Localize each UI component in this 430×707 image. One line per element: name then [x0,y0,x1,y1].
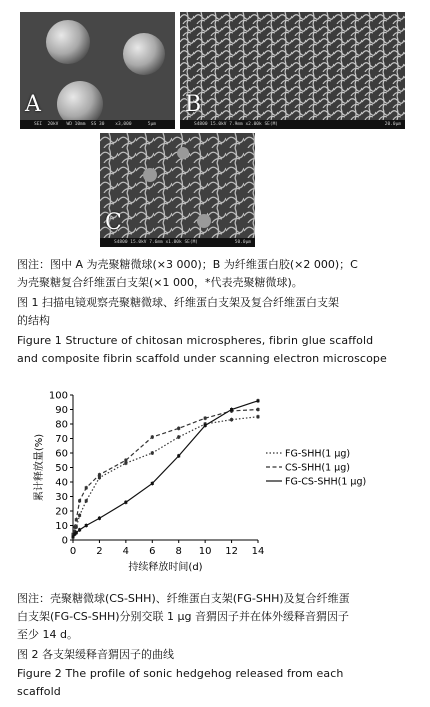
figure1-title-en [17,332,417,368]
legend-label: FG-CS-SHH(1 μg) [285,476,367,488]
data-point [98,517,101,520]
data-point [78,528,81,531]
title-line: and composite fibrin scaffold under scanning electron microscope [17,352,387,365]
sem-image-c [100,133,255,247]
x-tick-label: 4 [122,546,130,557]
data-point [177,427,180,430]
title-line: scaffold [17,685,61,698]
data-point [72,536,75,539]
x-tick-label: 0 [69,546,77,557]
y-tick-label: 90 [55,405,68,416]
y-tick-label: 70 [55,434,68,445]
legend-label: FG-SHH(1 μg) [285,448,351,460]
sem-metadata: SEI 20kV WD 10mm SS 30 x3,000 5µm [34,122,156,127]
y-tick-label: 100 [48,390,68,402]
figure1-title-cn [17,294,417,330]
data-point [230,418,233,421]
data-point [85,524,88,527]
note-line: 图注：壳聚糖微球(CS-SHH)、纤维蛋白支架(FG-SHH)及复合纤维蛋 [17,592,350,605]
figure2-title-cn [17,646,417,664]
data-point [204,424,207,427]
chart-legend [266,449,366,488]
y-tick-label: 0 [61,535,68,547]
y-tick-label: 30 [55,492,68,503]
title-line: Figure 1 Structure of chitosan microspheres, fibrin glue scaffold [17,334,374,347]
data-point [230,408,233,411]
sem-metadata: S4800 15.0kV 7.6mm x1.00k SE(M) [114,240,198,245]
sem-metadata-bar [20,120,175,129]
data-point [124,459,127,462]
sem-metadata: S4800 15.0kV 7.9mm x2.00k SE(M) [194,122,278,127]
data-point [151,452,154,455]
y-tick-label: 10 [55,521,68,532]
data-point [75,531,78,534]
sem-panel-b [180,12,405,129]
sem-image-a [20,12,175,129]
x-tick-label: 2 [96,546,103,557]
chart-series [72,399,260,539]
data-point [85,499,88,502]
sem-image-b [180,12,405,129]
y-tick-label: 20 [55,506,68,518]
data-point [257,415,260,418]
sem-panel-c [100,133,255,247]
y-tick-label: 60 [55,448,68,460]
series-line [73,410,258,535]
title-line: 图 2 各支架缓释音猬因子的曲线 [17,648,174,661]
chart-axes [49,391,264,558]
title-line: Figure 2 The profile of sonic hedgehog released from each [17,667,344,680]
x-tick-label: 8 [175,546,182,557]
microsphere [46,20,90,64]
note-line: 为壳聚糖复合纤维蛋白支架(×1 000，*代表壳聚糖微球)。 [17,276,303,289]
data-point [151,482,154,485]
title-line: 的结构 [17,314,50,327]
y-axis-label: 累计释放量(%) [34,433,45,502]
panel-letter: B [185,92,202,117]
y-tick-label: 40 [55,477,68,489]
data-point [73,525,76,528]
microsphere [123,33,165,75]
data-point [257,408,260,411]
panel-letter: C [105,210,122,235]
data-point [85,486,88,489]
scale-bar-label: 50.0µm [234,240,251,245]
data-point [257,399,260,402]
note-line: 至少 14 d。 [17,628,78,641]
data-point [124,501,127,504]
release-chart [0,385,430,585]
title-line: 图 1 扫描电镜观察壳聚糖微球、纤维蛋白支架及复合纤维蛋白支架 [17,296,339,309]
sem-metadata-bar [100,238,255,247]
data-point [177,436,180,439]
data-point [177,454,180,457]
sem-panel-a [20,12,175,129]
data-point [98,473,101,476]
data-point [204,417,207,420]
data-point [151,436,154,439]
y-tick-label: 50 [55,463,68,474]
x-tick-label: 12 [225,546,238,557]
x-tick-label: 14 [251,546,265,557]
x-tick-label: 6 [149,546,156,557]
note-line: 白支架(FG-CS-SHH)分别交联 1 μg 音猬因子并在体外缓释音猬因子 [17,610,350,623]
x-tick-label: 10 [198,546,212,557]
data-point [78,499,81,502]
figure2-note [17,590,417,644]
y-tick-label: 80 [55,419,68,431]
note-line: 图注：图中 A 为壳聚糖微球(×3 000)；B 为纤维蛋白胶(×2 000)；C [17,258,358,271]
panel-letter: A [25,92,41,117]
x-axis-label: 持续释放时间(d) [128,562,203,573]
figure2-title-en [17,665,417,701]
sem-metadata-bar [180,120,405,129]
scale-bar-label: 20.0µm [384,122,401,127]
series-line [73,401,258,537]
data-point [75,518,78,521]
figure1-note [17,256,417,292]
data-point [78,514,81,517]
legend-label: CS-SHH(1 μg) [285,462,350,474]
